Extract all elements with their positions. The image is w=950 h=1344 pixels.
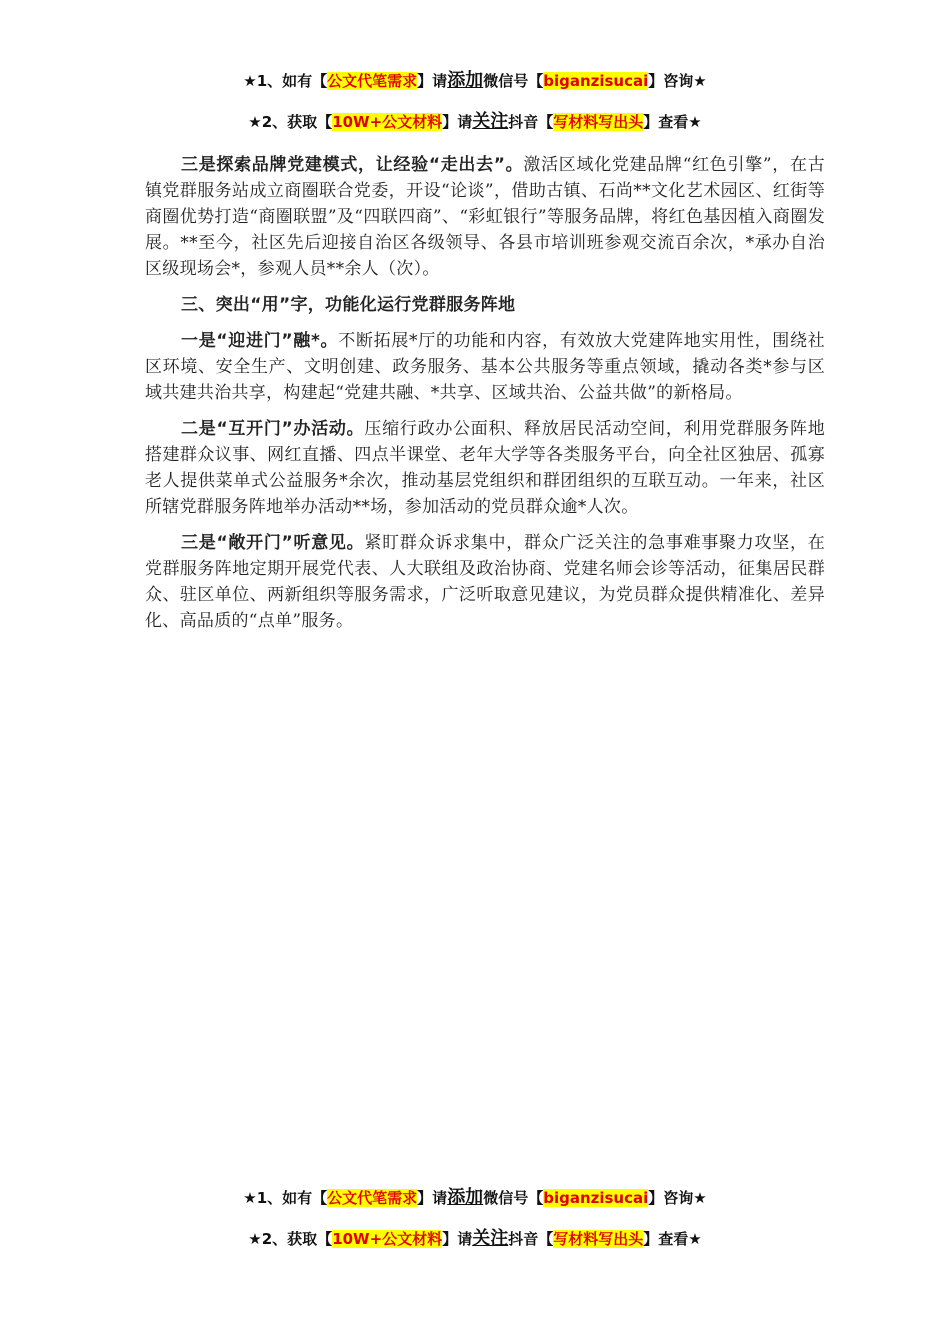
banner-text: 】查看★ [643, 113, 702, 131]
paragraph-lead: 二是“互开门”办活动。 [181, 419, 365, 439]
banner-douyin-id: 写材料写出头 [553, 1230, 644, 1248]
banner-text: 抖音【 [508, 1230, 554, 1248]
banner-text: 微信号【 [483, 1189, 544, 1207]
banner-text: 】请 [442, 1230, 473, 1248]
bottom-banner-line-2 [0, 1229, 950, 1249]
banner-emphasis: 添加 [447, 1187, 484, 1208]
banner-text: 】请 [442, 113, 473, 131]
paragraph-text: 激活区域化党建品牌“红色引擎”，在古镇党群服务站成立商圈联合党委，开设“论谈”，借助古镇、石尚**文化艺术园区、红街等商圈优势打造“商圈联盟”及“四联四商”、“彩虹银行”等服务品牌，将红色基因植入商圈发展。**至今，社区先后迎接自治区各级领导、各县市培训班参观交流百余次，*承办自治区级现场会*，参观人员**余人（次）。 [145, 155, 825, 279]
banner-text: 】咨询★ [648, 72, 707, 90]
banner-text: 】请 [417, 72, 448, 90]
document-body [145, 152, 825, 644]
banner-highlight: 公文代笔需求 [327, 72, 418, 90]
paragraph [145, 416, 825, 520]
banner-text: 】查看★ [643, 1230, 702, 1248]
banner-douyin-id: 写材料写出头 [553, 113, 644, 131]
banner-wechat-id: biganzisucai [543, 72, 649, 90]
banner-text: 微信号【 [483, 72, 544, 90]
paragraph-lead: 三是探索品牌党建模式，让经验“走出去”。 [181, 155, 524, 175]
banner-text: ★2、获取【 [248, 113, 333, 131]
banner-emphasis: 关注 [472, 1228, 509, 1249]
top-banner-line-2 [0, 112, 950, 132]
paragraph-text: 不断拓展*厅的功能和内容，有效放大党建阵地实用性，围绕社区环境、安全生产、文明创建、政务服务、基本公共服务等重点领域，撬动各类*参与区域共建共治共享，构建起“党建共融、*共享、区域共治、公益共做”的新格局。 [145, 331, 825, 403]
banner-text: 】咨询★ [648, 1189, 707, 1207]
banner-highlight: 10W+公文材料 [332, 1230, 443, 1248]
paragraph-text: 压缩行政办公面积、释放居民活动空间，利用党群服务阵地搭建群众议事、网红直播、四点半课堂、老年大学等各类服务平台，向全社区独居、孤寡老人提供菜单式公益服务*余次，推动基层党组织和群团组织的互联互动。一年来，社区所辖党群服务阵地举办活动**场，参加活动的党员群众逾*人次。 [145, 419, 825, 517]
banner-highlight: 公文代笔需求 [327, 1189, 418, 1207]
banner-text: ★1、如有【 [243, 1189, 328, 1207]
paragraph [145, 530, 825, 634]
paragraph [145, 328, 825, 406]
banner-wechat-id: biganzisucai [543, 1189, 649, 1207]
banner-emphasis: 添加 [447, 70, 484, 91]
banner-emphasis: 关注 [472, 111, 509, 132]
bottom-banner-line-1 [0, 1188, 950, 1208]
paragraph [145, 152, 825, 282]
top-banner-line-1 [0, 71, 950, 91]
paragraph-lead: 三是“敞开门”听意见。 [181, 533, 365, 553]
banner-text: 抖音【 [508, 113, 554, 131]
banner-text: ★1、如有【 [243, 72, 328, 90]
paragraph-lead: 一是“迎进门”融*。 [181, 331, 339, 351]
banner-highlight: 10W+公文材料 [332, 113, 443, 131]
section-heading: 三、突出“用”字，功能化运行党群服务阵地 [181, 295, 516, 315]
banner-text: 】请 [417, 1189, 448, 1207]
paragraph-text: 紧盯群众诉求集中，群众广泛关注的急事难事聚力攻坚，在党群服务阵地定期开展党代表、人大联组及政治协商、党建名师会诊等活动，征集居民群众、驻区单位、两新组织等服务需求，广泛听取意见建议，为党员群众提供精准化、差异化、高品质的“点单”服务。 [145, 533, 825, 631]
banner-text: ★2、获取【 [248, 1230, 333, 1248]
